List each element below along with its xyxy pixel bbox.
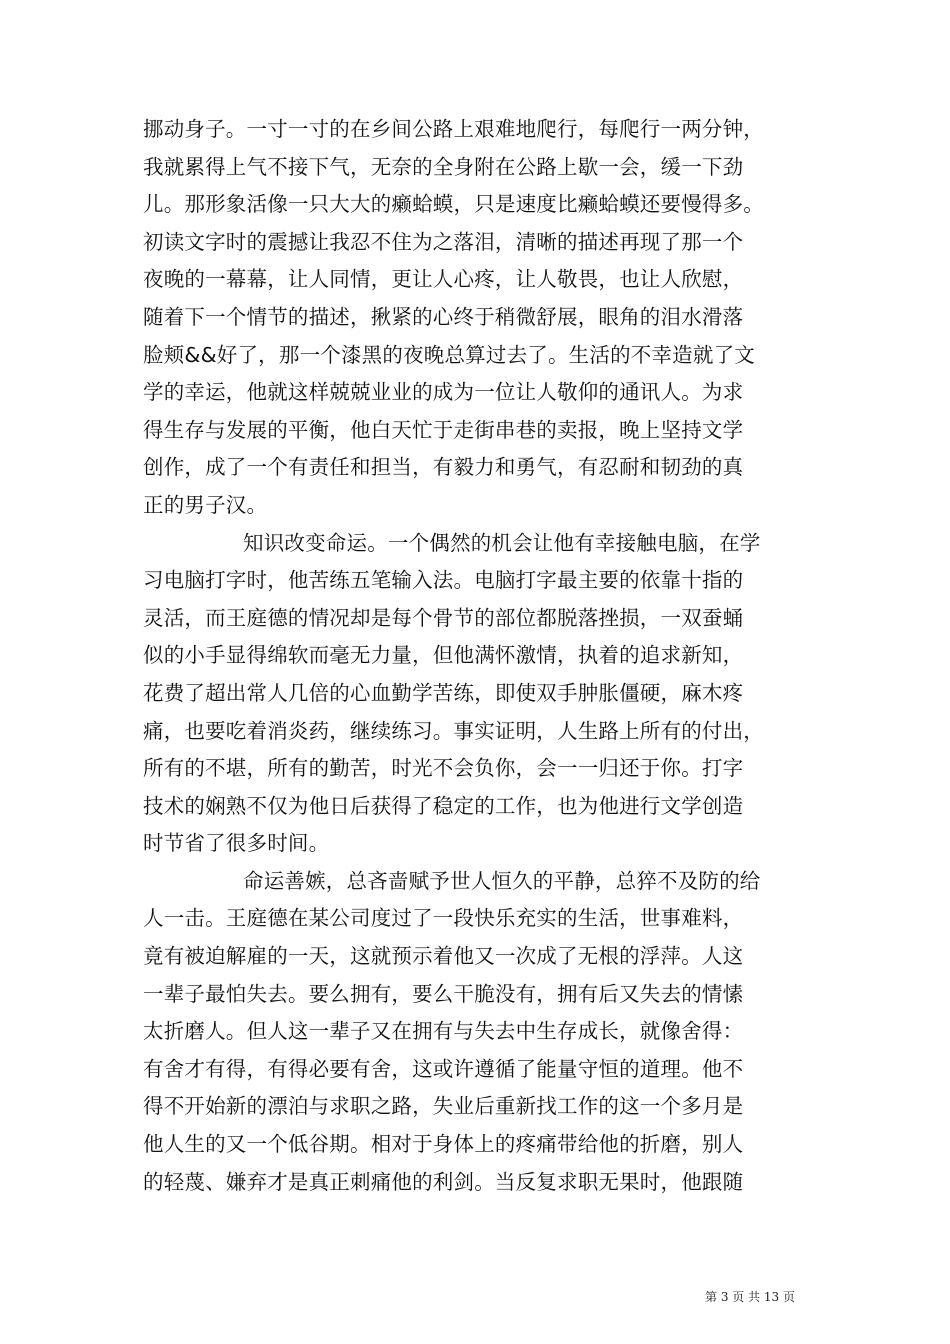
text-line: 随着下一个情节的描述，揪紧的心终于稍微舒展，眼角的泪水滑落 <box>143 304 744 329</box>
text-line: 太折磨人。但人这一辈子又在拥有与失去中生存成长，就像舍得： <box>143 1019 744 1044</box>
text-line: 痛，也要吃着消炎药，继续练习。事实证明，人生路上所有的付出， <box>143 718 764 743</box>
text-line: 有舍才有得，有得必要有舍，这或许遵循了能量守恒的道理。他不 <box>143 1056 744 1081</box>
text-line: 他人生的又一个低谷期。相对于身体上的疼痛带给他的折磨，别人 <box>143 1132 744 1157</box>
text-line: 的轻蔑、嫌弃才是真正刺痛他的利剑。当反复求职无果时，他跟随 <box>143 1169 744 1194</box>
text-line: 儿。那形象活像一只大大的癞蛤蟆，只是速度比癞蛤蟆还要慢得多。 <box>143 192 764 217</box>
text-line: 夜晚的一幕幕，让人同情，更让人心疼，让人敬畏，也让人欣慰， <box>143 267 744 292</box>
text-line: 得不开始新的漂泊与求职之路，失业后重新找工作的这一个多月是 <box>143 1094 744 1119</box>
text-line: 竟有被迫解雇的一天，这就预示着他又一次成了无根的浮萍。人这 <box>143 944 744 969</box>
text-line: 初读文字时的震撼让我忍不住为之落泪，清晰的描述再现了那一个 <box>143 229 744 254</box>
text-line: 学的幸运，他就这样兢兢业业的成为一位让人敬仰的通讯人。为求 <box>143 380 744 405</box>
page-number-footer: 第 3 页 共 13 页 <box>705 1290 795 1304</box>
text-line: 创作，成了一个有责任和担当，有毅力和勇气，有忍耐和韧劲的真 <box>143 455 744 480</box>
text-line: 一辈子最怕失去。要么拥有，要么干脆没有，拥有后又失去的情愫 <box>143 981 744 1006</box>
text-line: 我就累得上气不接下气，无奈的全身附在公路上歇一会，缓一下劲 <box>143 154 744 179</box>
text-line: 时节省了很多时间。 <box>143 831 330 856</box>
text-line: 似的小手显得绵软而毫无力量，但他满怀激情，执着的追求新知， <box>143 643 744 668</box>
text-line: 人一击。王庭德在某公司度过了一段快乐充实的生活，世事难料， <box>143 906 744 931</box>
text-line: 挪动身子。一寸一寸的在乡间公路上艰难地爬行，每爬行一两分钟， <box>143 117 764 141</box>
text-line: 花费了超出常人几倍的心血勤学苦练，即使双手肿胀僵硬，麻木疼 <box>143 680 744 705</box>
body-text <box>143 111 833 1201</box>
text-line: 脸颊&&好了，那一个漆黑的夜晚总算过去了。生活的不幸造就了文 <box>143 342 755 367</box>
paragraph-start-line: 命运善嫉，总吝啬赋予世人恒久的平静，总猝不及防的给 <box>243 868 761 893</box>
text-line: 正的男子汉。 <box>143 492 268 517</box>
paragraph-start-line: 知识改变命运。一个偶然的机会让他有幸接触电脑，在学 <box>243 530 761 555</box>
text-line: 所有的不堪，所有的勤苦，时光不会负你，会一一归还于你。打字 <box>143 756 744 781</box>
text-line: 灵活，而王庭德的情况却是每个骨节的部位都脱落挫损，一双蚕蛹 <box>143 605 744 630</box>
text-line: 得生存与发展的平衡，他白天忙于走街串巷的卖报，晚上坚持文学 <box>143 417 744 442</box>
text-line: 习电脑打字时，他苦练五笔输入法。电脑打字最主要的依靠十指的 <box>143 568 744 593</box>
text-line: 技术的娴熟不仅为他日后获得了稳定的工作，也为他进行文学创造 <box>143 793 744 818</box>
